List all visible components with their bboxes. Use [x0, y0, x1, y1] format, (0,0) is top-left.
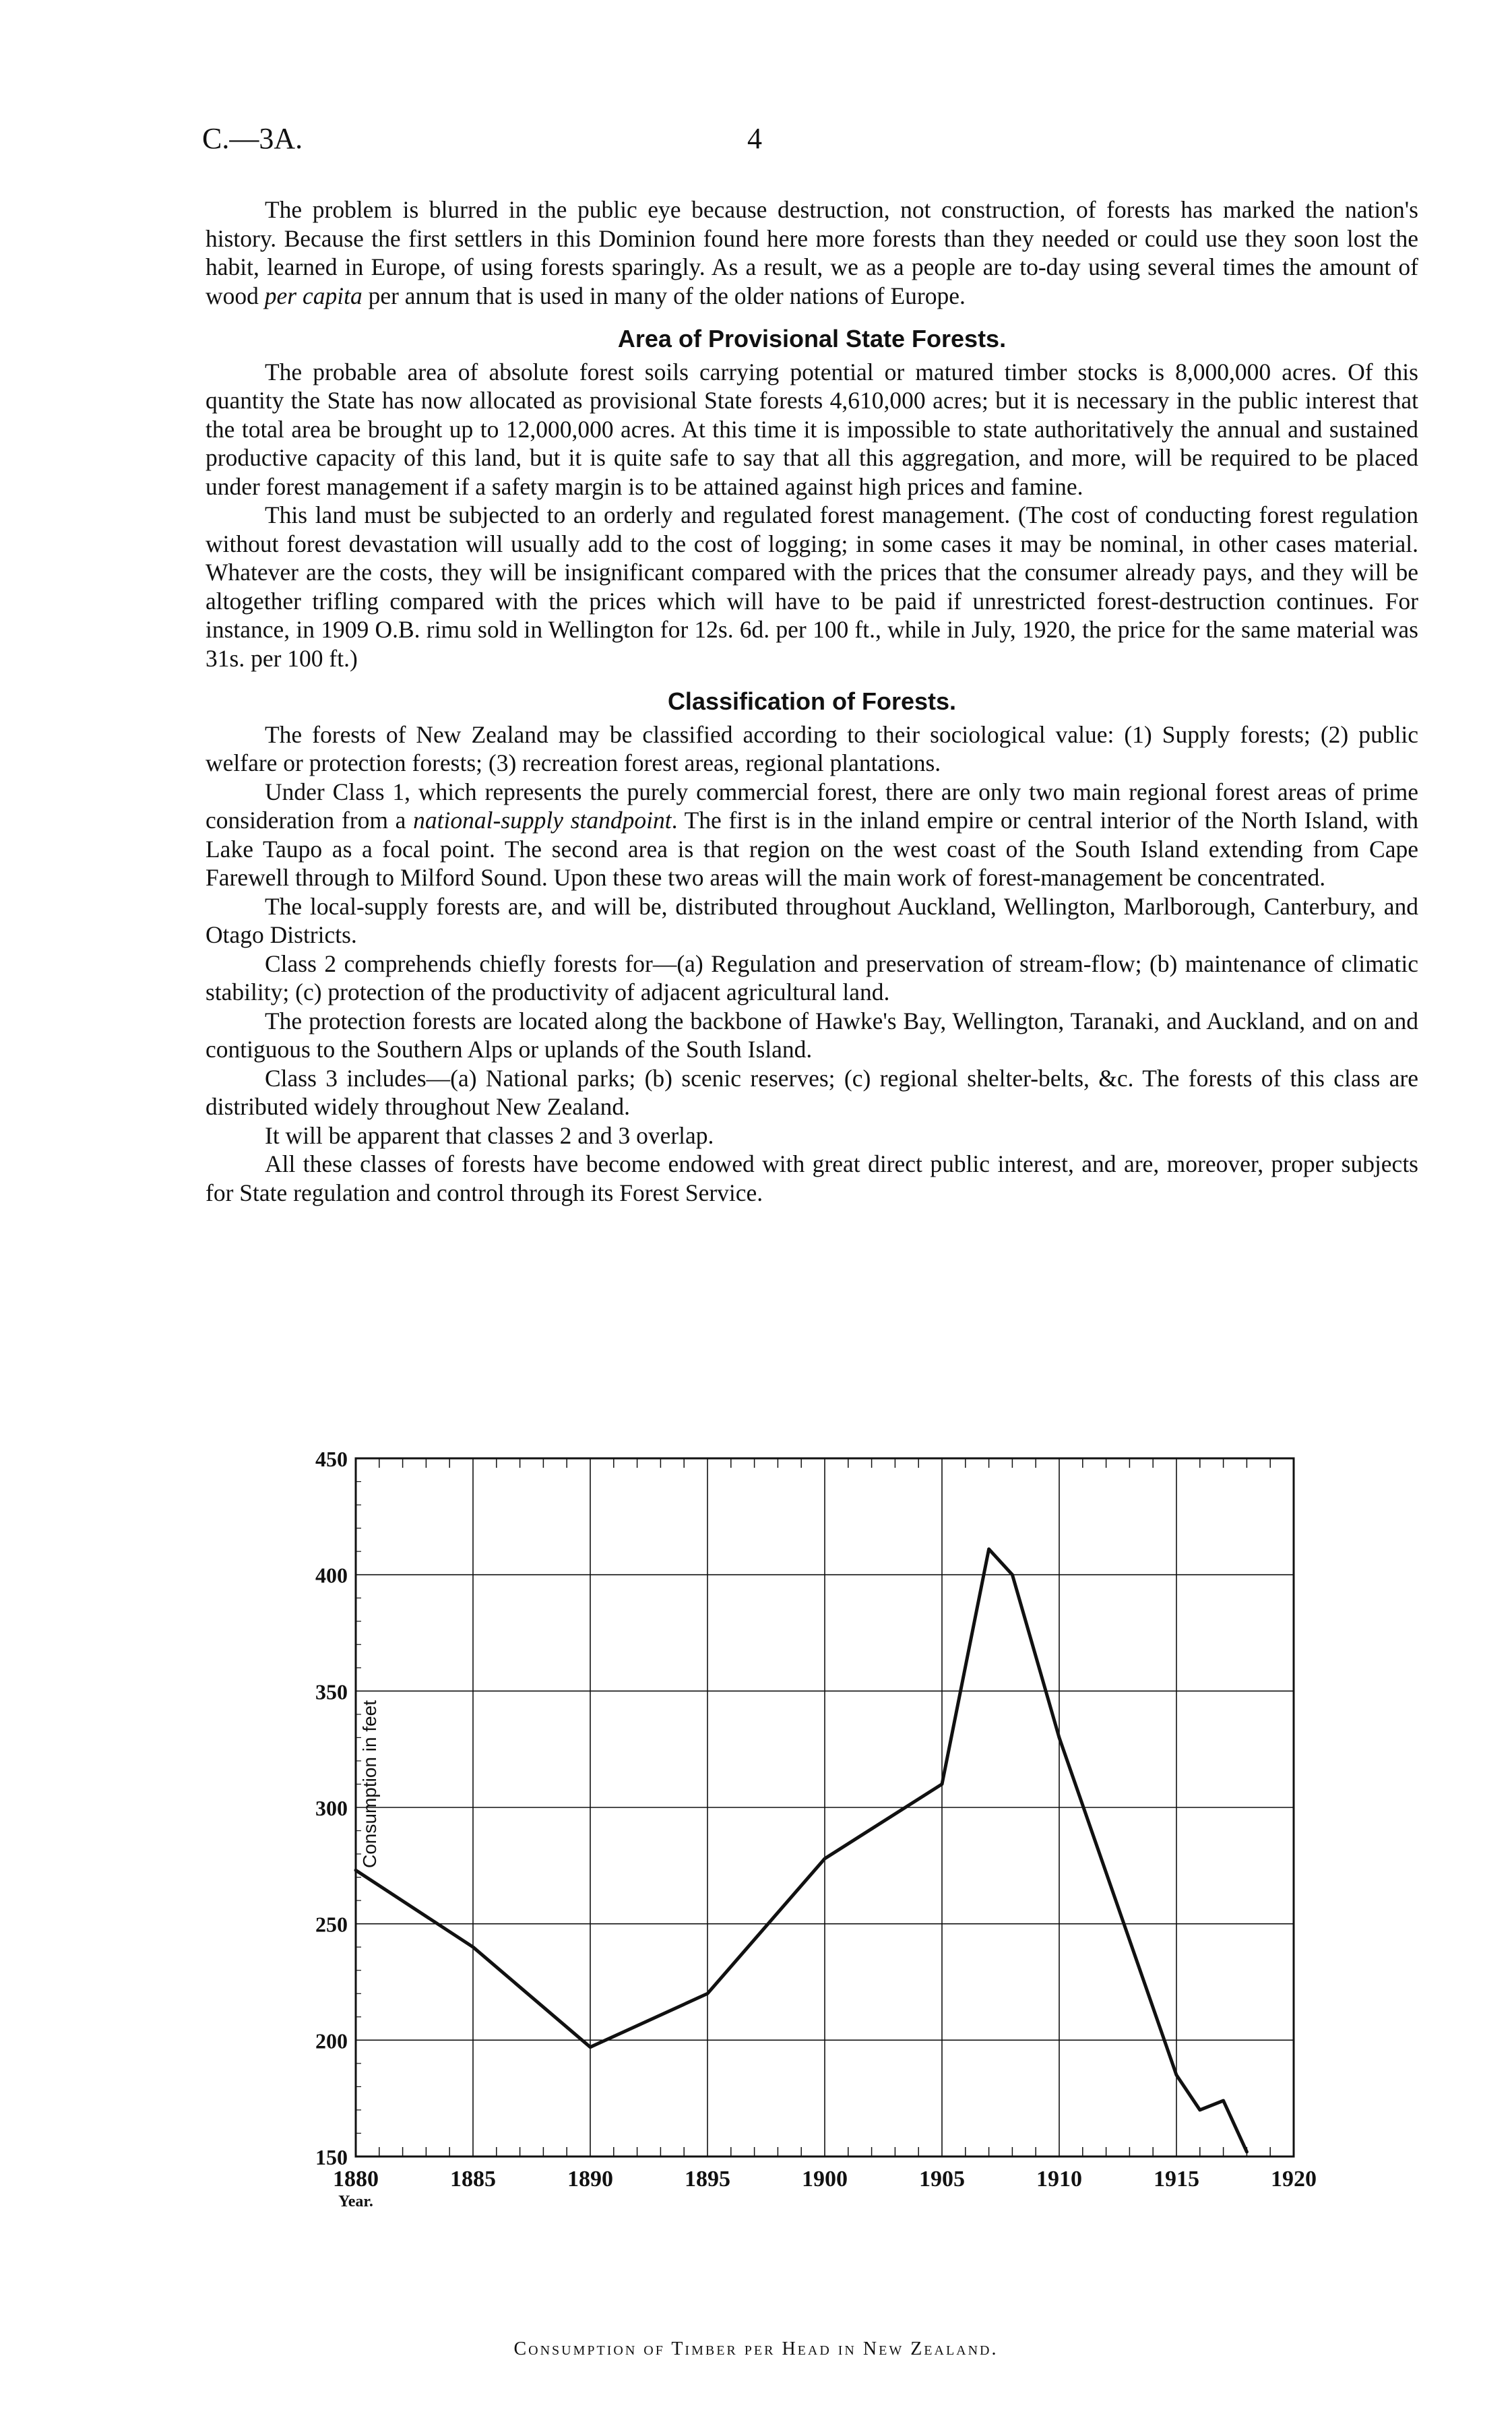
- y-tick-label: 250: [315, 1912, 348, 1937]
- section-heading: Classification of Forests.: [667, 687, 957, 715]
- x-tick-label: 1890: [567, 2167, 613, 2192]
- data-point: [1222, 2100, 1224, 2102]
- x-tick-label: 1895: [685, 2167, 730, 2192]
- x-tick-label: 1885: [450, 2167, 496, 2192]
- body-text: [206, 195, 1418, 1207]
- y-tick-label: 350: [315, 1679, 348, 1704]
- paragraph: The probable area of absolute forest soils carrying potential or matured timber stocks is 8,000,000 acres. Of this quantity the State has now allocated as provisional State forests 4,610,000 acres; but it is necessary in the public interest that the total area be brought up to 12,000,000 acres. At this time it is impossible to state authoritatively the annual and sustained productive capacity of this land, but it is quite safe to say that all this aggregation, and more, will be required to be placed under forest management if a safety margin is to be attained against high prices and famine.: [206, 358, 1418, 500]
- x-tick-label: 1915: [1154, 2167, 1199, 2192]
- data-point: [590, 2046, 592, 2048]
- data-point: [1059, 1737, 1061, 1739]
- y-tick-label: 400: [315, 1563, 348, 1588]
- paragraph: Class 2 comprehends chiefly forests for—(a) Regulation and preservation of stream-flow; (b) maintenance of climatic stability; (c) protection of the productivity of adjacent agricultural land.: [206, 950, 1418, 1005]
- x-tick-label: 1900: [802, 2167, 848, 2192]
- y-axis-label: Consumption in feet: [359, 1700, 380, 1868]
- data-point: [1199, 2109, 1201, 2111]
- y-tick-label: 200: [315, 2028, 348, 2053]
- x-tick-label: 1910: [1036, 2167, 1082, 2192]
- paragraph: The problem is blurred in the public eye because destruction, not construction, of forests has marked the nation's history. Because the first settlers in this Dominion found here more forests than they needed or could use they soon lost the habit, learned in Europe, of using forests sparingly. As a result, we as a people are to-day using several times the amount of wood per capita per annum that is used in many of the older nations of Europe.: [206, 196, 1418, 309]
- page-header: [202, 121, 1307, 168]
- y-tick-label: 150: [315, 2145, 348, 2169]
- paragraph: All these classes of forests have become endowed with great direct public interest, and are, moreover, proper subjects for State regulation and control through its Forest Service.: [206, 1150, 1418, 1206]
- data-point: [1176, 2074, 1178, 2076]
- x-axis-label: Year.: [338, 2193, 373, 2210]
- paragraph: The protection forests are located along the backbone of Hawke's Bay, Wellington, Taranaki, and Auckland, and on and contiguous to the Southern Alps or uplands of the South Island.: [206, 1007, 1418, 1063]
- paragraph: Class 3 includes—(a) National parks; (b) scenic reserves; (c) regional shelter-belts, &c. The forests of this class are distributed widely throughout New Zealand.: [206, 1064, 1418, 1120]
- data-point: [1246, 2151, 1248, 2153]
- x-tick-label: 1880: [333, 2167, 379, 2192]
- paragraph: Under Class 1, which represents the purely commercial forest, there are only two main regional forest areas of prime consideration from a national-supply standpoint. The first is in the inland empire or central interior of the North Island, with Lake Taupo as a focal point. The second area is that region on the west coast of the South Island extending from Cape Farewell through to Milford Sound. Upon these two areas will the main work of forest-management be concentrated.: [206, 778, 1419, 891]
- data-point: [707, 1993, 709, 1995]
- data-point: [472, 1946, 474, 1948]
- section-heading: Area of Provisional State Forests.: [617, 325, 1007, 352]
- paragraph: It will be apparent that classes 2 and 3 overlap.: [265, 1121, 714, 1149]
- consumption-chart: [202, 1415, 1361, 2312]
- data-point: [1011, 1574, 1013, 1576]
- paragraph: This land must be subjected to an orderly and regulated forest management. (The cost of conducting forest regulation without forest devastation will usually add to the cost of logging; in some cases it may be nominal, in other cases material. Whatever are the costs, they will be insignificant compared with the prices that the consumer already pays, and they will be altogether trifling compared with the prices which will have to be paid if unrestricted forest-destruction continues. For instance, in 1909 O.B. rimu sold in Wellington for 12s. 6d. per 100 ft., while in July, 1920, the price for the same material was 31s. per 100 ft.): [206, 501, 1418, 672]
- series-line: [356, 1549, 1247, 2152]
- x-tick-label: 1920: [1271, 2167, 1317, 2192]
- data-point: [824, 1857, 826, 1859]
- y-tick-label: 300: [315, 1796, 348, 1820]
- document-reference: C.—3A.: [202, 122, 303, 155]
- chart-caption: Consumption of Timber per Head in New Zealand.: [513, 2338, 999, 2359]
- page-number: 4: [747, 122, 762, 155]
- data-point: [941, 1783, 943, 1785]
- data-point: [988, 1548, 990, 1550]
- x-tick-label: 1905: [919, 2167, 965, 2192]
- paragraph: The forests of New Zealand may be classified according to their sociological value: (1) Supply forests; (2) public welfare or protection forests; (3) recreation forest areas, regional plantations.: [206, 720, 1418, 776]
- paragraph: The local-supply forests are, and will be, distributed throughout Auckland, Wellington, Marlborough, Canterbury, and Otago Districts.: [206, 892, 1418, 948]
- data-point: [355, 1869, 357, 1871]
- y-tick-label: 450: [315, 1447, 348, 1471]
